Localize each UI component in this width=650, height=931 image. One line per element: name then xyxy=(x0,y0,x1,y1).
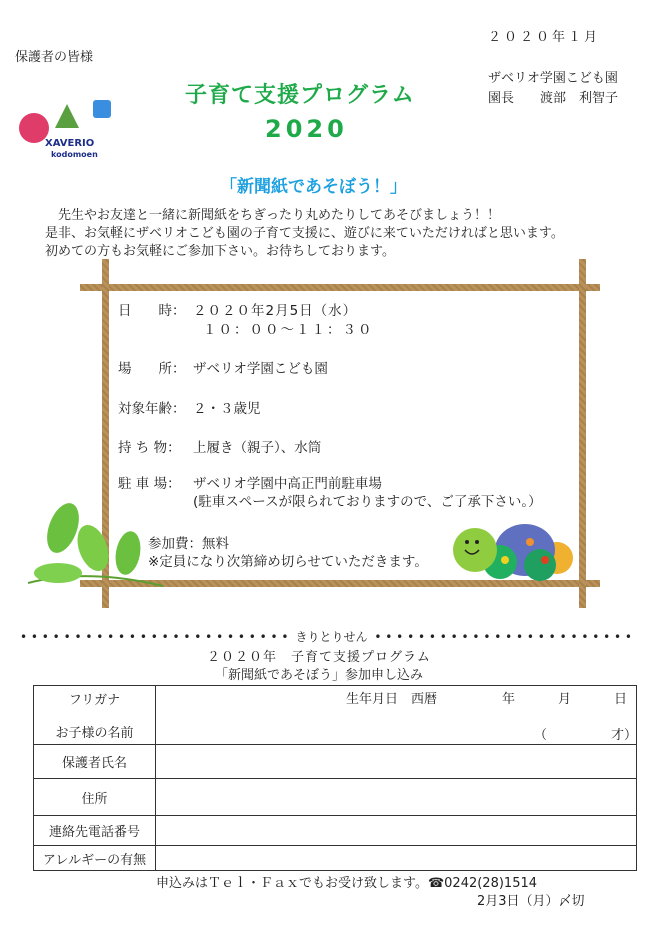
phone-label: 連絡先電話番号 xyxy=(34,816,156,846)
title-year: 2020 xyxy=(265,115,348,143)
age-open: （ xyxy=(534,728,548,743)
parking-label: 駐 車 場： xyxy=(118,476,181,492)
child-name-label: お子様の名前 xyxy=(55,726,134,741)
leaves-illustration xyxy=(28,498,168,593)
application-form xyxy=(33,685,637,871)
parking-note: (駐車スペースが限られておりますので、ご了承下さい。） xyxy=(193,494,542,510)
birth-label: 生年月日 西暦 xyxy=(346,692,438,707)
logo-text: XAVERIO xyxy=(45,138,95,149)
intro-line: 先生やお友達と一緒に新聞紙をちぎったり丸めたりしてあそびましょう！！ xyxy=(45,208,501,223)
date: ２０２０年１月 xyxy=(488,30,601,45)
greeting: 保護者の皆様 xyxy=(15,50,94,65)
cut-line-label: きりとりせん xyxy=(295,630,368,644)
deadline: 2月3日（月）〆切 xyxy=(477,894,585,909)
items-value: 上履き（親子）、水筒 xyxy=(193,440,322,456)
phone-field[interactable] xyxy=(156,816,637,846)
address-label: 住所 xyxy=(34,779,156,816)
school-name: ザベリオ学園こども園 xyxy=(488,71,618,86)
form-subtitle: 「新聞紙であそぼう」参加申し込み xyxy=(215,668,424,683)
intro-line: 是非、お気軽にザベリオこども園の子育て支援に、遊びに来ていただければと思います。 xyxy=(45,226,564,241)
school-logo xyxy=(15,98,115,162)
datetime-value: ２０２０年2月5日（水） xyxy=(193,303,358,319)
month-label: 月 xyxy=(558,692,572,707)
age-close: 才） xyxy=(611,728,638,743)
datetime-label: 日 時： xyxy=(118,303,186,319)
guardian-field[interactable] xyxy=(156,745,637,779)
place-label: 場 所： xyxy=(118,361,186,377)
caterpillar-illustration xyxy=(445,520,580,585)
capacity-note: ※定員になり次第締め切らせていただきます。 xyxy=(148,554,428,570)
principal: 園長 渡部 利智子 xyxy=(488,91,619,106)
day-label: 日 xyxy=(614,692,628,707)
time-value: １０：００～１１：３０ xyxy=(203,322,374,338)
intro-line: 初めての方もお気軽にご参加下さい。お待ちしております。 xyxy=(45,244,395,259)
form-title: ２０２０年 子育て支援プログラム xyxy=(207,650,431,665)
items-label: 持 ち 物： xyxy=(118,440,181,456)
place-value: ザベリオ学園こども園 xyxy=(193,361,328,377)
page-title: 子育て支援プログラム xyxy=(185,83,415,108)
cut-line: • • • • • • • • • • • • • • • • • • • • • • • • • きりとりせん • • • • • • • • • • • • • • • • • • • • • • • • xyxy=(20,629,632,644)
address-field[interactable] xyxy=(156,779,637,816)
logo-subtext: kodomoen xyxy=(51,150,98,159)
child-name-field[interactable] xyxy=(156,686,637,745)
guardian-label: 保護者氏名 xyxy=(34,745,156,779)
subtitle: 「新聞紙であそぼう！」 xyxy=(220,177,407,197)
age-value: ２・３歳児 xyxy=(193,401,261,417)
parking-value: ザベリオ学園中高正門前駐車場 xyxy=(193,476,382,492)
furigana-label: フリガナ xyxy=(68,693,121,708)
allergy-label: アレルギーの有無 xyxy=(34,846,156,871)
year-label: 年 xyxy=(502,692,516,707)
age-label: 対象年齢： xyxy=(118,401,186,417)
allergy-field[interactable] xyxy=(156,846,637,871)
contact-info: 申込みはＴｅｌ・Ｆａｘでもお受け致します。☎0242(28)1514 xyxy=(156,876,538,891)
fee: 参加費：無料 xyxy=(148,536,229,552)
